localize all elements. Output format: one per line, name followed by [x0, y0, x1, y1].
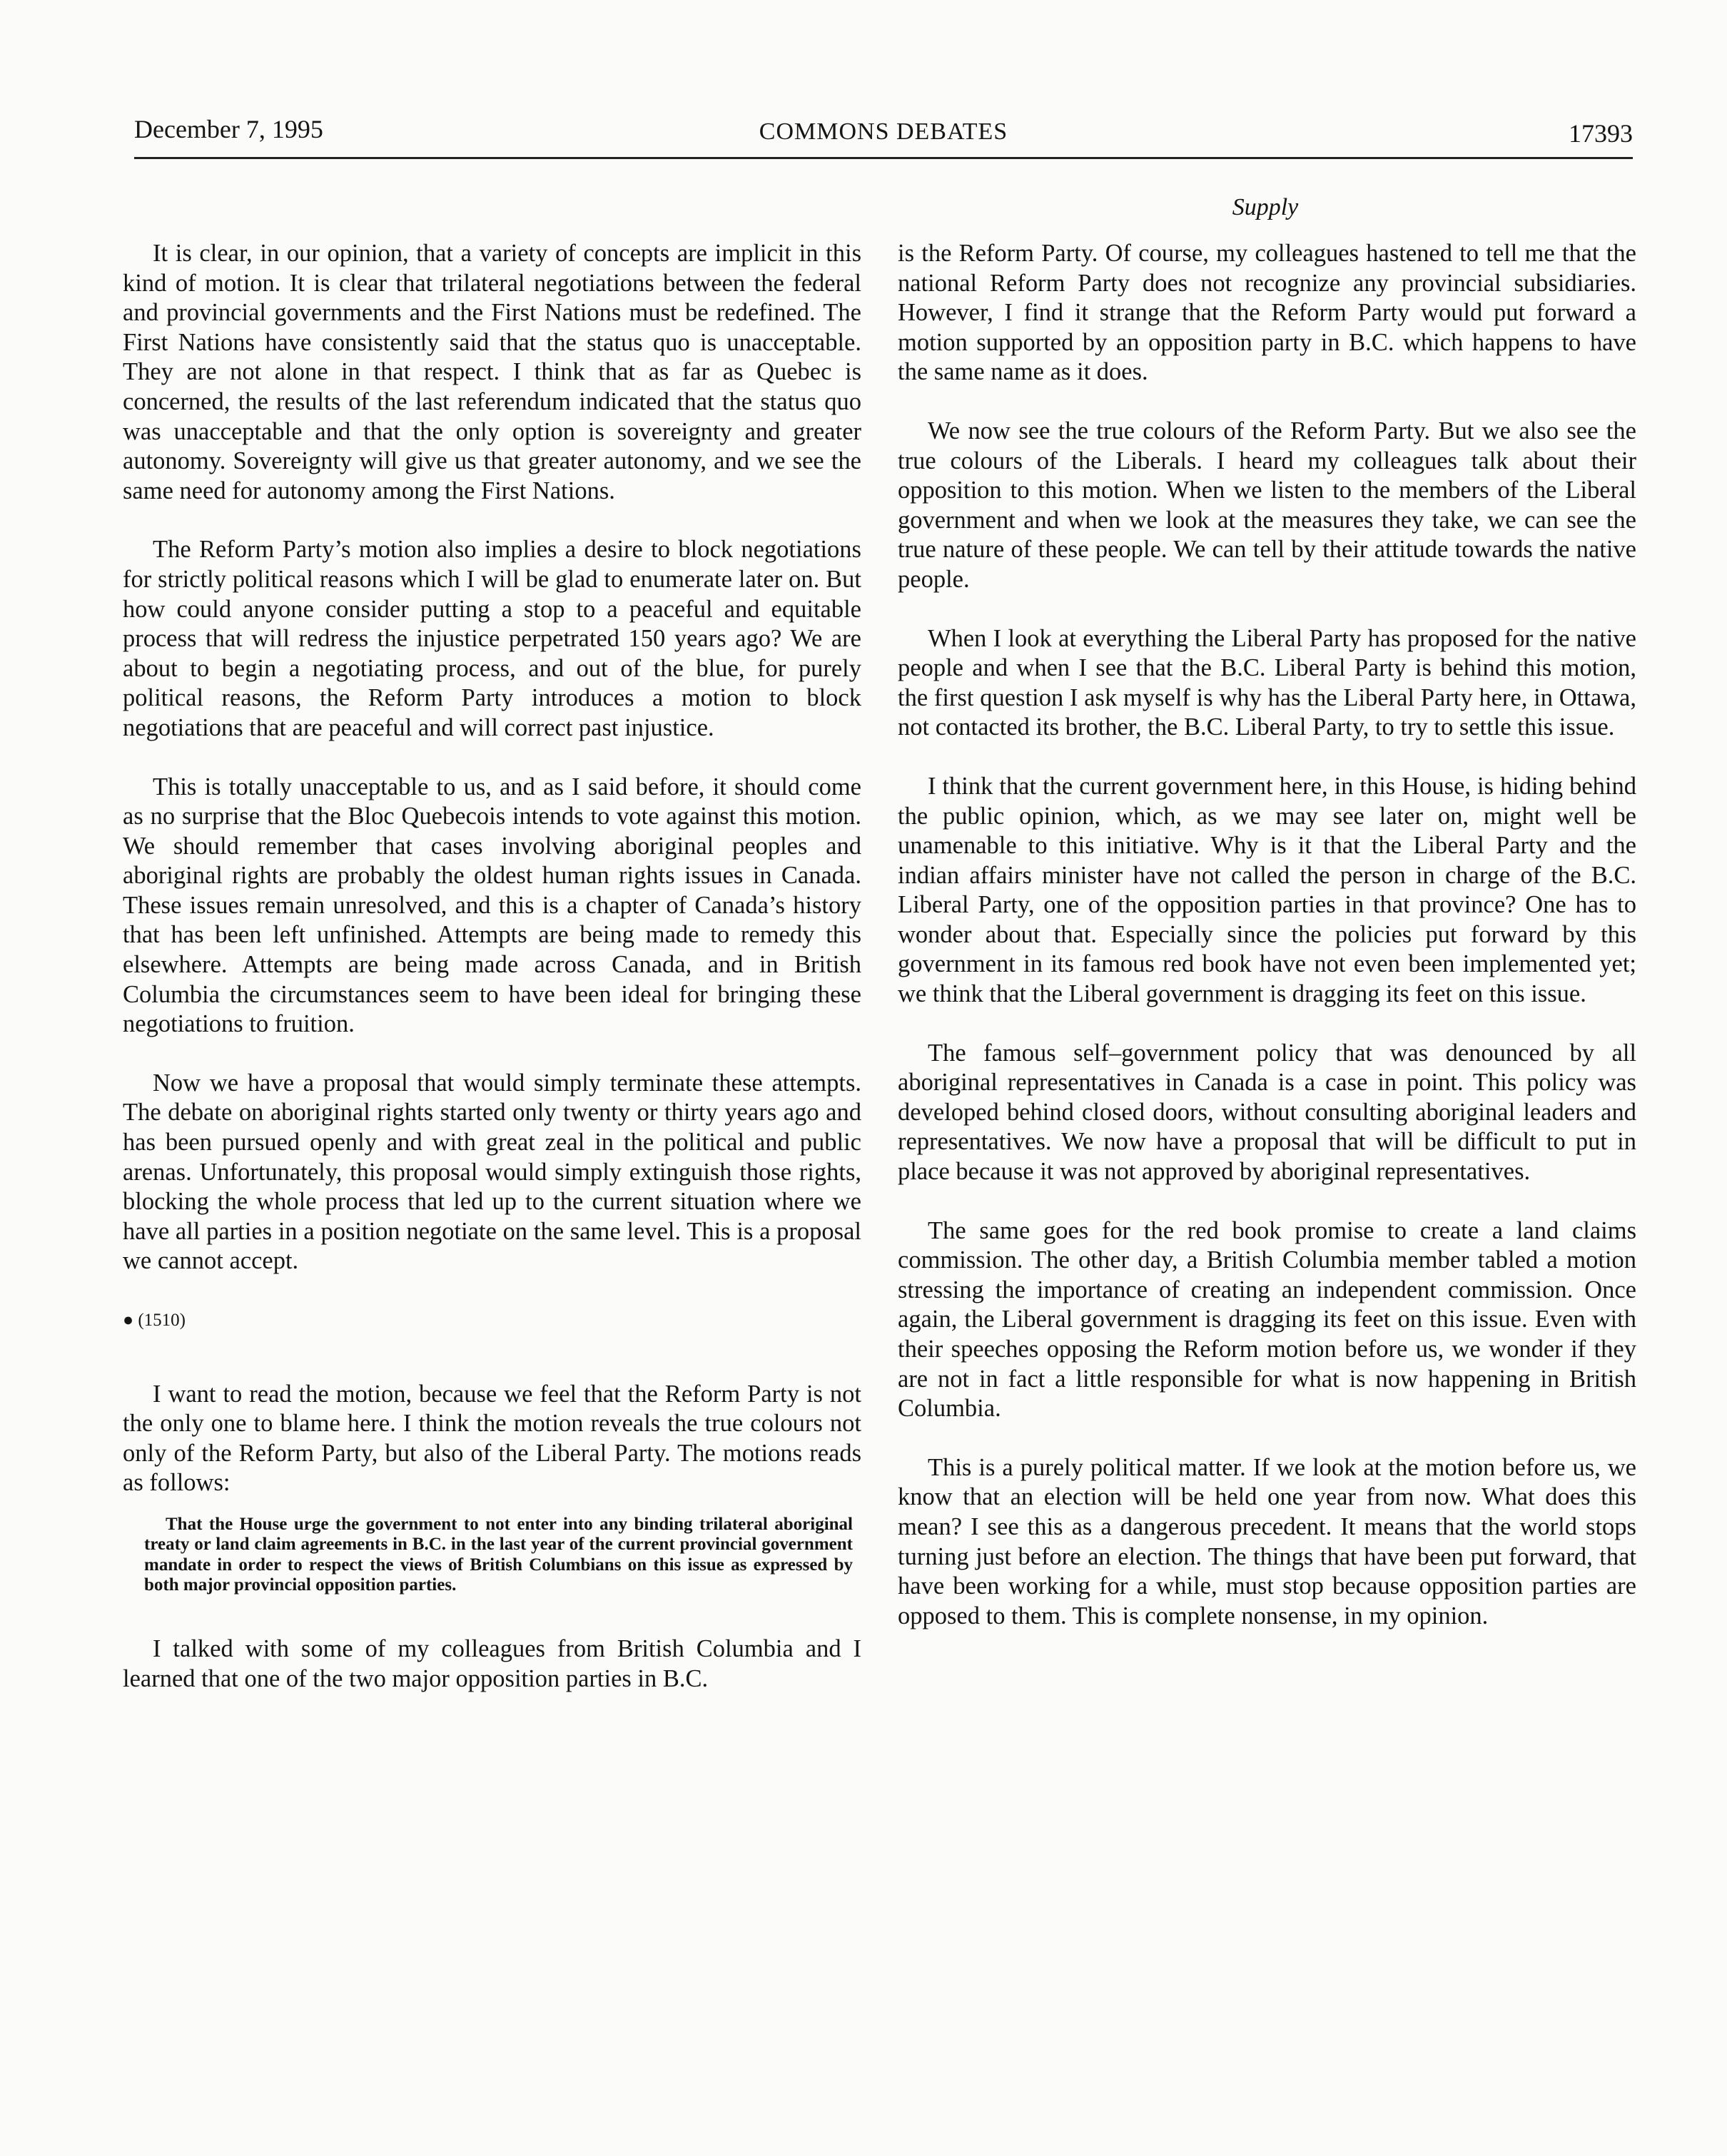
right-column	[898, 239, 1636, 1660]
left-paragraph-5: I want to read the motion, because we feel that the Reform Party is not the only one to blame here. I think the motion reveals the true colours not only of the Reform Party, but also of the Liberal Party. The motions reads as follows:	[123, 1380, 861, 1497]
section-label: Supply	[1232, 194, 1299, 220]
right-paragraph-4: I think that the current government here, in this House, is hiding behind the public opinion, which, as we may see later on, might well be unamenable to this initiative. Why is it that the Liberal Party and the indian affairs minister have not called the person in charge of the B.C. Liberal Party, one of the opposition parties in that province? One has to wonder about that. Especially since the policies put forward by this government in its famous red book have not even been implemented yet; we think that the Liberal government is dragging its feet on this issue.	[898, 772, 1636, 1008]
header-publication: COMMONS DEBATES	[759, 118, 1008, 145]
page-header	[134, 114, 1633, 159]
right-paragraph-2: We now see the true colours of the Reform Party. But we also see the true colours of the Liberals. I heard my colleagues talk about their opposition to this motion. When we listen to the members of the Liberal government and when we look at the measures they take, we can see the true nature of these people. We can tell by their attitude towards the native people.	[898, 417, 1636, 593]
header-date: December 7, 1995	[134, 115, 323, 143]
right-paragraph-5: The famous self–government policy that was denounced by all aboriginal representatives in Canada is a case in point. This policy was developed behind closed doors, without consulting aboriginal leaders and representatives. We now have a proposal that will be difficult to put in place because it was not approved by aboriginal representatives.	[898, 1039, 1636, 1186]
right-paragraph-6: The same goes for the red book promise to create a land claims commission. The other day, a British Columbia member tabled a motion stressing the importance of creating an independent commission. Once again, the Liberal government is dragging its feet on this issue. Even with their speeches opposing the Reform motion before us, we wonder if they are not in fact a little responsible for what is now happening in British Columbia.	[898, 1216, 1636, 1423]
left-paragraph-2: The Reform Party’s motion also implies a desire to block negotiations for strictly political reasons which I will be glad to enumerate later on. But how could anyone consider putting a stop to a peaceful and equitable process that will redress the injustice perpetrated 150 years ago? We are about to begin a negotiating process, and out of the blue, for purely political reasons, the Reform Party introduces a motion to block negotiations that are peaceful and will correct past injustice.	[123, 536, 861, 741]
left-paragraph-6: I talked with some of my colleagues from British Columbia and I learned that one of the two major opposition parties in B.C.	[123, 1634, 861, 1692]
left-paragraph-3: This is totally unacceptable to us, and as I said before, it should come as no surprise that the Bloc Quebecois intends to vote against this motion. We should remember that cases involving aboriginal peoples and aboriginal rights are probably the oldest human rights issues in Canada. These issues remain unresolved, and this is a chapter of Canada’s history that has been left unfinished. Attempts are being made to remedy this elsewhere. Attempts are being made across Canada, and in British Columbia the circumstances seem to have been ideal for bringing these negotiations to fruition.	[123, 773, 861, 1038]
motion-quote: That the House urge the government to not enter into any binding trilateral aboriginal treaty or land claim agreements in B.C. in the last year of the current provincial government mandate in order to respect the views of British Columbians on this issue as expressed by both major provincial opposition parties.	[144, 1514, 853, 1595]
time-marker: ● (1510)	[123, 1311, 186, 1330]
left-column	[123, 239, 861, 1723]
left-paragraph-1: It is clear, in our opinion, that a variety of concepts are implicit in this kind of motion. It is clear that trilateral negotiations between the federal and provincial governments and the First Nations must be redefined. The First Nations have consistently said that the status quo is unacceptable. They are not alone in that respect. I think that as far as Quebec is concerned, the results of the last referendum indicated that the status quo was unacceptable and that the only option is sovereignty and greater autonomy. Sovereignty will give us that greater autonomy, and we see the same need for autonomy among the First Nations.	[123, 240, 861, 504]
header-page-number: 17393	[1569, 119, 1633, 148]
right-paragraph-7: This is a purely political matter. If we look at the motion before us, we know that an election will be held one year from now. What does this mean? I see this as a dangerous precedent. It means that the world stops turning just before an election. The things that have been put forward, that have been working for a while, must stop because opposition parties are opposed to them. This is complete nonsense, in my opinion.	[898, 1453, 1636, 1629]
right-paragraph-1: is the Reform Party. Of course, my colleagues hastened to tell me that the national Reform Party does not recognize any provincial subsidiaries. However, I find it strange that the Reform Party would put forward a motion supported by an opposition party in B.C. which happens to have the same name as it does.	[898, 240, 1636, 386]
right-paragraph-3: When I look at everything the Liberal Party has proposed for the native people and when I see that the B.C. Liberal Party is behind this motion, the first question I ask myself is why has the Liberal Party here, in Ottawa, not contacted its brother, the B.C. Liberal Party, to try to settle this issue.	[898, 624, 1636, 741]
left-paragraph-4: Now we have a proposal that would simply terminate these attempts. The debate on aboriginal rights started only twenty or thirty years ago and has been pursued openly and with great zeal in the political and public arenas. Unfortunately, this proposal would simply extinguish those rights, blocking the whole process that led up to the current situation where we have all parties in a position negotiate on the same level. This is a proposal we cannot accept.	[123, 1069, 861, 1275]
